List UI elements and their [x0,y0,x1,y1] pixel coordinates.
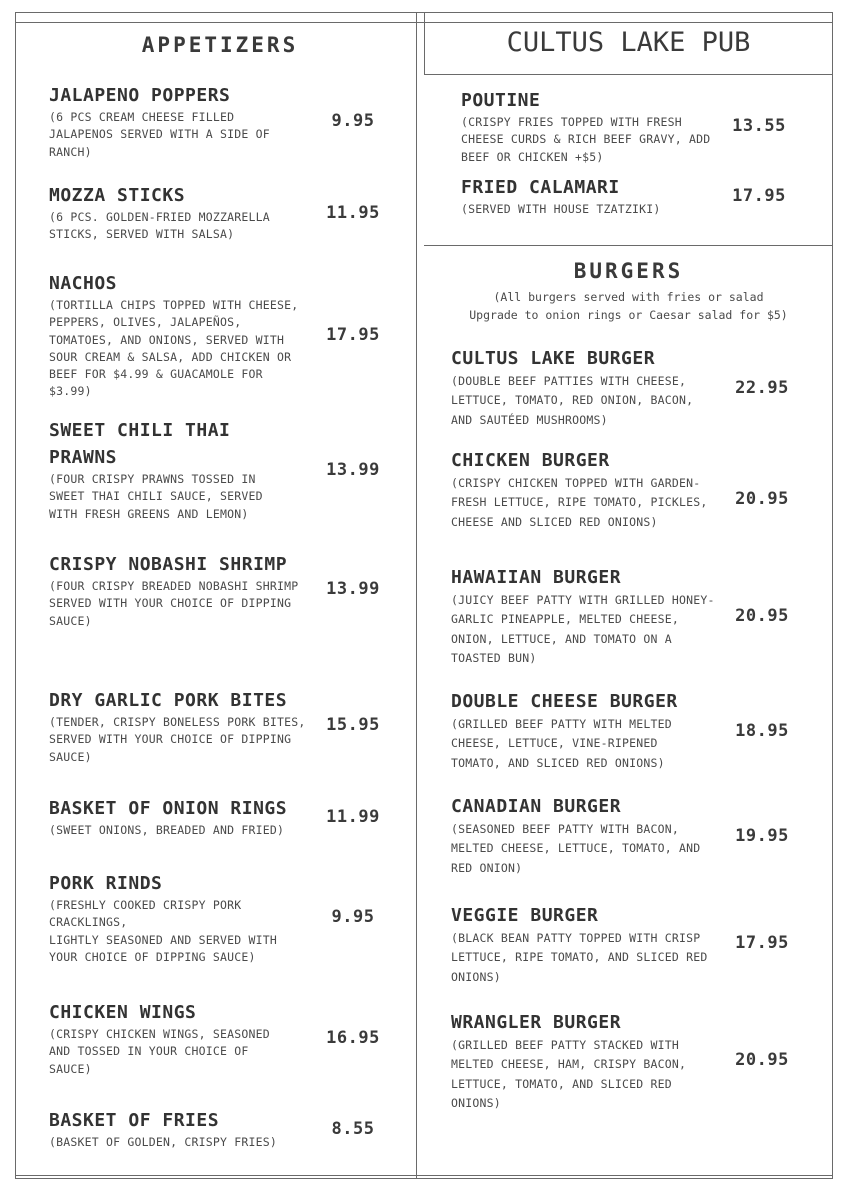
menu-item-poutine [461,87,731,166]
item-name: BASKET OF ONION RINGS [49,798,288,819]
burgers-top-rule [424,245,833,246]
item-description: (CRISPY FRIES TOPPED WITH FRESH CHEESE CURDS & RICH BEEF GRAVY, ADD BEEF OR CHICKEN +$5) [461,115,711,164]
menu-item-jalapeno-poppers [49,82,319,161]
item-price: 15.95 [326,715,380,735]
item-price: 17.95 [735,933,789,953]
item-price: 17.95 [326,325,380,345]
item-price: 20.95 [735,606,789,626]
item-name: POUTINE [461,90,541,111]
item-name: CRISPY NOBASHI SHRIMP [49,554,288,575]
item-description: (GRILLED BEEF PATTY WITH MELTED CHEESE, LETTUCE, VINE-RIPENED TOMATO, AND SLICED RED ONIONS) [451,717,672,770]
menu-item-mozza-sticks [49,182,319,244]
item-price: 13.99 [326,579,380,599]
menu-item-chicken-burger [451,447,721,532]
item-name: JALAPENO POPPERS [49,85,231,106]
item-description: (TENDER, CRISPY BONELESS PORK BITES, SERVED WITH YOUR CHOICE OF DIPPING SAUCE) [49,715,306,764]
menu-item-veggie-burger [451,902,721,987]
item-description: (CRISPY CHICKEN WINGS, SEASONED AND TOSSED IN YOUR CHOICE OF SAUCE) [49,1027,270,1076]
menu-item-nachos [49,270,319,401]
item-price: 17.95 [732,186,786,206]
item-name: DRY GARLIC PORK BITES [49,690,288,711]
item-name: DOUBLE CHEESE BURGER [451,691,678,712]
item-description: (6 PCS CREAM CHEESE FILLED JALAPENOS SERVED WITH A SIDE OF RANCH) [49,110,270,159]
menu-item-pork-rinds [49,870,319,966]
menu-item-basket-of-onion-rings [49,795,319,839]
item-description: (GRILLED BEEF PATTY STACKED WITH MELTED CHEESE, HAM, CRISPY BACON, LETTUCE, TOMATO, AND SLICED RED ONIONS) [451,1038,687,1110]
menu-item-hawaiian-burger [451,564,721,668]
column-divider [416,12,417,1179]
item-price: 9.95 [331,111,375,131]
menu-item-canadian-burger [451,793,721,878]
appetizers-heading: APPETIZERS [141,33,299,57]
item-description: (FRESHLY COOKED CRISPY PORK CRACKLINGS, LIGHTLY SEASONED AND SERVED WITH YOUR CHOICE OF DIPPING SAUCE) [49,898,277,964]
item-description: (SERVED WITH HOUSE TZATZIKI) [461,202,661,216]
item-name: CULTUS LAKE BURGER [451,348,656,369]
menu-item-crispy-nobashi-shrimp [49,551,319,630]
item-description: (BLACK BEAN PATTY TOPPED WITH CRISP LETTUCE, RIPE TOMATO, AND SLICED RED ONIONS) [451,931,708,984]
menu-item-sweet-chili-thai-prawns [49,417,274,523]
item-name: HAWAIIAN BURGER [451,567,622,588]
item-price: 11.99 [326,807,380,827]
item-price: 13.55 [732,116,786,136]
item-price: 13.99 [326,460,380,480]
menu-item-chicken-wings [49,999,319,1078]
item-description: (SEASONED BEEF PATTY WITH BACON, MELTED CHEESE, LETTUCE, TOMATO, AND RED ONION) [451,822,701,875]
burgers-note-line-2: Upgrade to onion rings or Caesar salad for $5) [469,308,788,322]
item-description: (DOUBLE BEEF PATTIES WITH CHEESE, LETTUCE, TOMATO, RED ONION, BACON, AND SAUTÉED MUSHROOMS) [451,374,694,427]
item-name: NACHOS [49,273,118,294]
item-name: WRANGLER BURGER [451,1012,622,1033]
item-description: (SWEET ONIONS, BREADED AND FRIED) [49,823,285,837]
item-name: SWEET CHILI THAI PRAWNS [49,420,231,468]
item-price: 18.95 [735,721,789,741]
title-top-rule [416,22,833,23]
item-description: (6 PCS. GOLDEN-FRIED MOZZARELLA STICKS, SERVED WITH SALSA) [49,210,270,242]
item-name: BASKET OF FRIES [49,1110,220,1131]
menu-item-fried-calamari [461,174,731,218]
title-bottom-rule [424,74,833,75]
item-price: 22.95 [735,378,789,398]
item-name: CHICKEN WINGS [49,1002,197,1023]
item-price: 16.95 [326,1028,380,1048]
item-price: 8.55 [331,1119,375,1139]
pub-title: CULTUS LAKE PUB [506,27,751,58]
item-description: (JUICY BEEF PATTY WITH GRILLED HONEY-GARLIC PINEAPPLE, MELTED CHEESE, ONION, LETTUCE, AND TOMATO ON A TOASTED BUN) [451,593,715,665]
item-name: CANADIAN BURGER [451,796,622,817]
item-name: MOZZA STICKS [49,185,186,206]
item-description: (BASKET OF GOLDEN, CRISPY FRIES) [49,1135,277,1149]
item-price: 20.95 [735,1050,789,1070]
left-top-rule [15,22,416,23]
item-price: 19.95 [735,826,789,846]
burgers-note-line-1: (All burgers served with fries or salad [493,290,764,304]
menu-item-dry-garlic-pork-bites [49,687,319,766]
item-name: CHICKEN BURGER [451,450,610,471]
item-price: 20.95 [735,489,789,509]
menu-item-wrangler-burger [451,1009,721,1113]
item-name: PORK RINDS [49,873,163,894]
item-description: (FOUR CRISPY PRAWNS TOSSED IN SWEET THAI CHILI SAUCE, SERVED WITH FRESH GREENS AND LEMON) [49,472,263,521]
item-name: FRIED CALAMARI [461,177,620,198]
item-price: 11.95 [326,203,380,223]
bottom-rule [15,1175,833,1176]
menu-item-double-cheese-burger [451,688,721,773]
item-name: VEGGIE BURGER [451,905,599,926]
menu-item-cultus-lake-burger [451,345,721,430]
item-description: (TORTILLA CHIPS TOPPED WITH CHEESE, PEPPERS, OLIVES, JALAPEÑOS, TOMATOES, AND ONIONS, SERVED WITH SOUR CREAM & SALSA, ADD CHICKEN OR BEEF FOR $4.99 & GUACAMOLE FOR $3.99) [49,298,299,399]
item-price: 9.95 [331,907,375,927]
item-description: (CRISPY CHICKEN TOPPED WITH GARDEN-FRESH LETTUCE, RIPE TOMATO, PICKLES, CHEESE AND SLICED RED ONIONS) [451,476,708,529]
burgers-heading: BURGERS [573,259,684,283]
item-description: (FOUR CRISPY BREADED NOBASHI SHRIMP SERVED WITH YOUR CHOICE OF DIPPING SAUCE) [49,579,299,628]
menu-item-basket-of-fries [49,1107,319,1151]
